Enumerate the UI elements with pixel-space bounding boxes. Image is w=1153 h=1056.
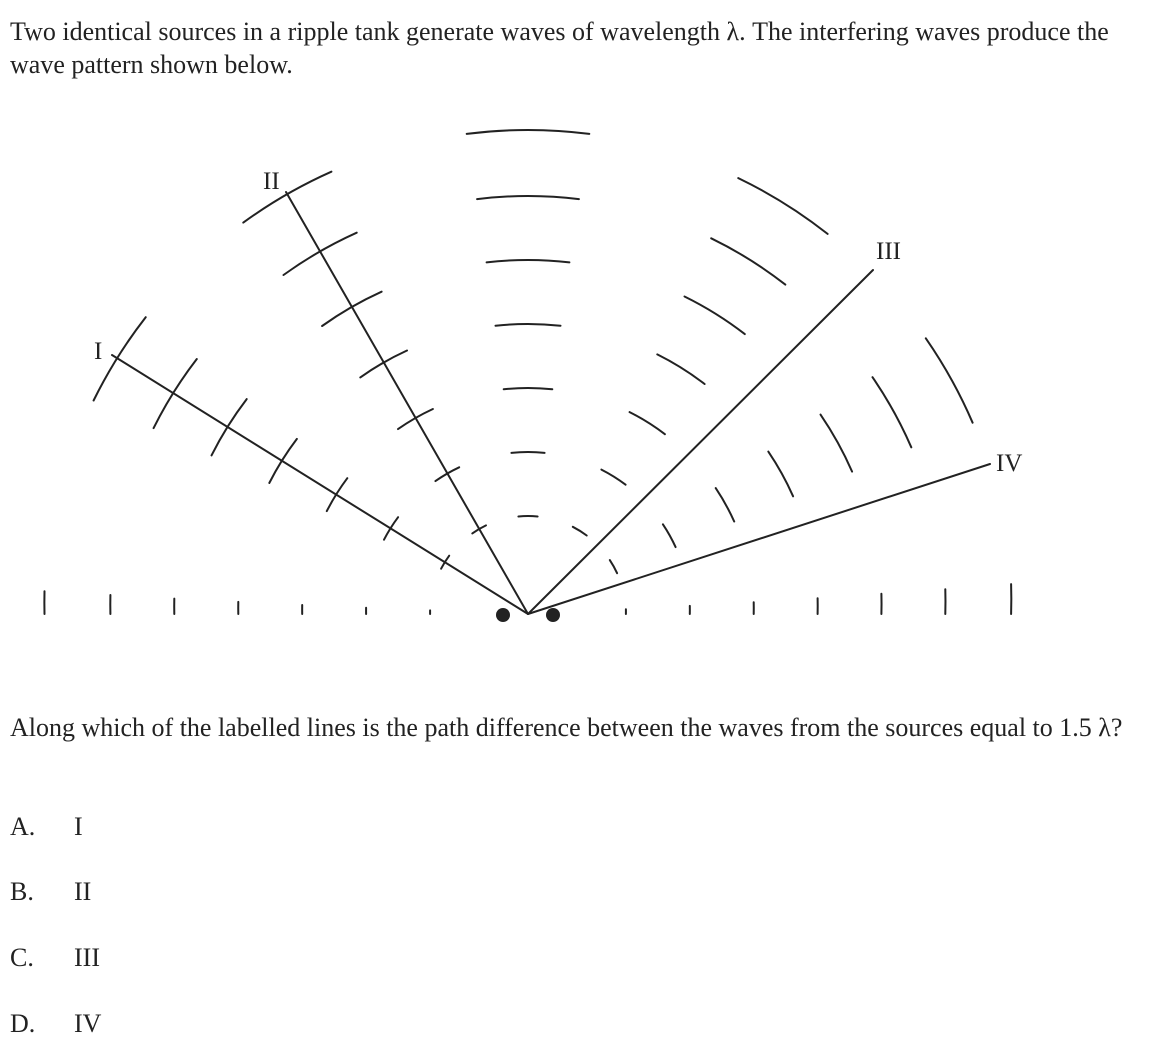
wave-front-arc bbox=[873, 377, 912, 447]
line-iv bbox=[528, 464, 990, 614]
option-c-text: III bbox=[74, 943, 100, 972]
wave-front-arc bbox=[487, 260, 570, 262]
wave-front-arc bbox=[496, 324, 561, 326]
wave-front-arc bbox=[467, 130, 590, 134]
wave-front-arc bbox=[511, 452, 544, 453]
label-i: I bbox=[94, 338, 103, 365]
option-b-text: II bbox=[74, 877, 92, 906]
wave-front-arc bbox=[716, 488, 735, 521]
option-c[interactable] bbox=[10, 943, 100, 973]
option-d-text: IV bbox=[74, 1009, 102, 1038]
wave-front-arc bbox=[657, 354, 704, 384]
option-d-letter: D. bbox=[10, 1009, 36, 1038]
option-b[interactable] bbox=[10, 877, 91, 907]
option-d[interactable] bbox=[10, 1009, 101, 1039]
label-ii: II bbox=[263, 168, 280, 195]
wave-front-arc bbox=[477, 196, 579, 199]
source-left-dot bbox=[496, 608, 510, 622]
option-b-letter: B. bbox=[10, 877, 34, 906]
wave-front-arc bbox=[821, 415, 853, 472]
wave-front-arc bbox=[630, 412, 665, 434]
wave-front-arc bbox=[573, 527, 587, 536]
wave-arcs bbox=[44, 130, 1011, 614]
wave-front-arc bbox=[685, 297, 745, 335]
label-iii: III bbox=[876, 238, 901, 265]
wave-front-arc bbox=[610, 560, 617, 573]
wave-front-arc bbox=[504, 388, 553, 389]
wave-front-arc bbox=[322, 292, 382, 326]
question-intro: Two identical sources in a ripple tank generate waves of wavelength λ. The interfering waves produce the wave pattern shown below. bbox=[10, 17, 1109, 79]
option-a-letter: A. bbox=[10, 812, 36, 841]
question-prompt: Along which of the labelled lines is the path difference between the waves from the sources equal to 1.5 λ? bbox=[10, 713, 1123, 742]
option-a[interactable] bbox=[10, 812, 83, 842]
wave-front-arc bbox=[768, 452, 793, 497]
label-iv: IV bbox=[996, 450, 1023, 477]
wave-front-arc bbox=[243, 172, 331, 223]
source-right-dot bbox=[546, 608, 560, 622]
wave-front-arc bbox=[711, 238, 785, 284]
wave-front-arc bbox=[601, 470, 625, 485]
line-ii bbox=[286, 192, 528, 614]
wave-front-arc bbox=[284, 233, 357, 275]
line-i bbox=[112, 355, 528, 614]
wave-front-arc bbox=[663, 524, 676, 547]
wave-front-arc bbox=[926, 338, 973, 422]
wave-front-arc bbox=[738, 178, 827, 234]
option-a-text: I bbox=[74, 812, 83, 841]
line-iii bbox=[528, 270, 873, 614]
option-c-letter: C. bbox=[10, 943, 34, 972]
